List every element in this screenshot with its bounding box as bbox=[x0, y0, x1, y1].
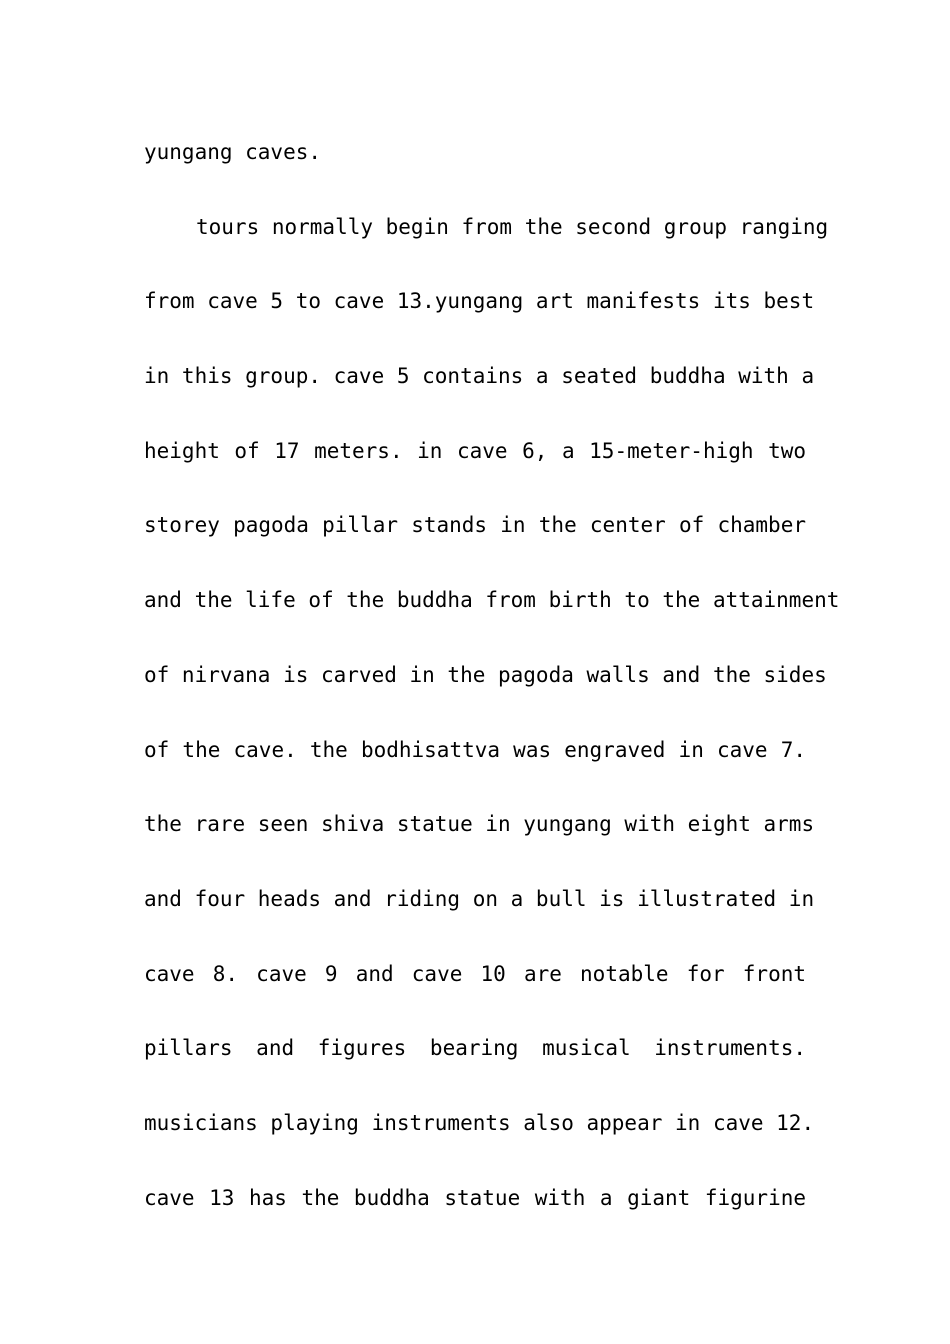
text-line: of the cave. the bodhisattva was engraved in cave 7. bbox=[144, 737, 806, 762]
text-line: in this group. cave 5 contains a seated buddha with a bbox=[144, 364, 815, 389]
text-line: musicians playing instruments also appear in cave 12. bbox=[144, 1110, 815, 1135]
body-text bbox=[144, 133, 840, 1253]
text-line: cave 13 has the buddha statue with a giant figurine bbox=[144, 1185, 806, 1210]
text-line: from cave 5 to cave 13.yungang art manifests its best bbox=[144, 289, 815, 314]
text-line: yungang caves. bbox=[144, 140, 322, 164]
text-line: and four heads and riding on a bull is illustrated in bbox=[144, 886, 815, 911]
text-line: height of 17 meters. in cave 6, a 15-meter-high two bbox=[144, 438, 806, 463]
text-line: the rare seen shiva statue in yungang with eight arms bbox=[144, 812, 815, 837]
text-line: storey pagoda pillar stands in the center of chamber bbox=[144, 513, 806, 538]
text-line: tours normally begin from the second group ranging bbox=[196, 214, 829, 239]
text-line: of nirvana is carved in the pagoda walls and the sides bbox=[144, 662, 827, 687]
text-line: pillars and figures bearing musical instruments. bbox=[144, 1036, 806, 1061]
text-line: and the life of the buddha from birth to the attainment bbox=[144, 588, 840, 613]
text-line: cave 8. cave 9 and cave 10 are notable for front bbox=[144, 961, 806, 986]
